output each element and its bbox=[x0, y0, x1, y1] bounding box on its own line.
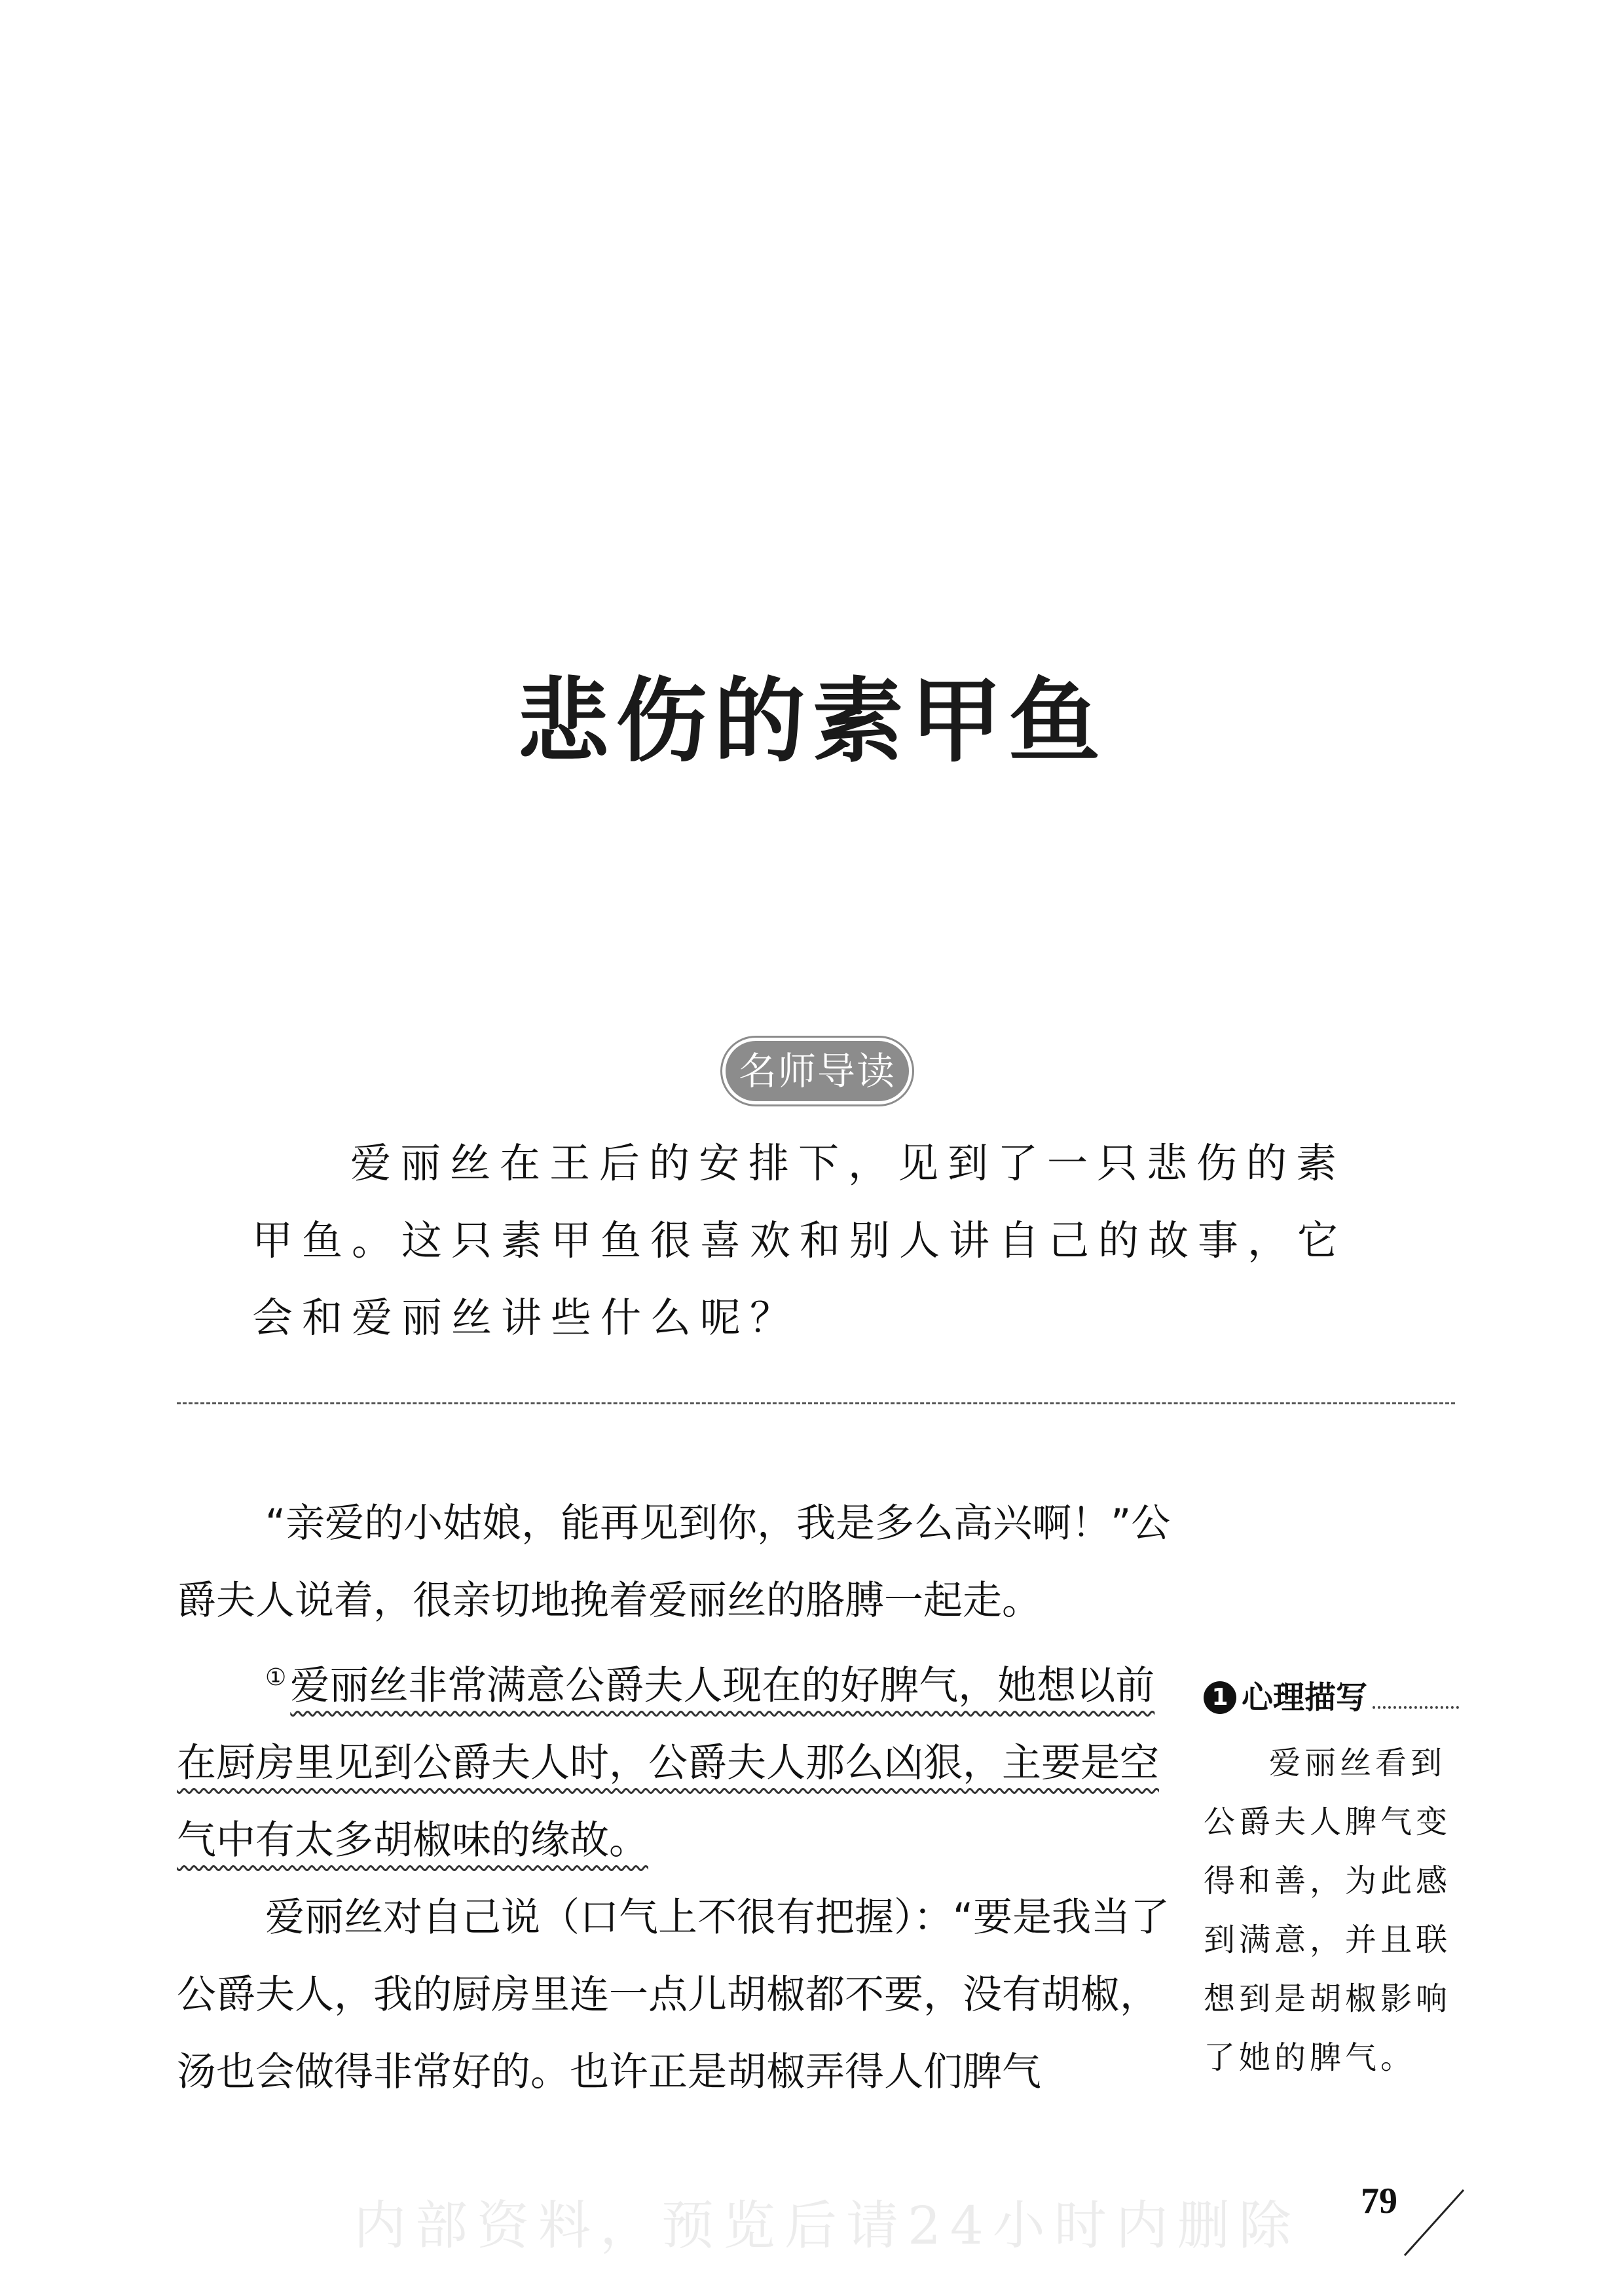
paragraph-2 bbox=[177, 1639, 1179, 1879]
annotated-text: 爱丽丝非常满意公爵夫人现在的好脾气，她想以前在厨房里见到公爵夫人时，公爵夫人那么凶狠，主要是空气中有太多胡椒味的缘故。 bbox=[177, 1663, 1159, 1863]
paragraph-1: “亲爱的小姑娘，能再见到你，我是多么高兴啊！”公爵夫人说着，很亲切地挽着爱丽丝的胳膊一起走。 bbox=[177, 1501, 1171, 1624]
side-note bbox=[1204, 1675, 1459, 2087]
body-text bbox=[177, 1485, 1179, 2111]
guide-text: 爱丽丝在王后的安排下，见到了一只悲伤的素甲鱼。这只素甲鱼很喜欢和别人讲自己的故事，它会和爱丽丝讲些什么呢？ bbox=[252, 1139, 1348, 1341]
watermark: 内部资料，预览后请24小时内删除 bbox=[354, 2195, 1301, 2256]
guide-badge: 名师导读 bbox=[726, 1041, 909, 1101]
note-text: 爱丽丝看到公爵夫人脾气变得和善，为此感到满意，并且联想到是胡椒影响了她的脾气。 bbox=[1204, 1745, 1452, 2076]
paragraph-3: 爱丽丝对自己说（口气上不很有把握）：“要是我当了公爵夫人，我的厨房里连一点儿胡椒都不要，没有胡椒，汤也会做得非常好的。也许正是胡椒弄得人们脾气 bbox=[177, 1895, 1170, 2095]
page-number: 79 bbox=[1361, 2181, 1397, 2221]
note-leader-dots bbox=[1373, 1686, 1459, 1709]
side-note-header bbox=[1204, 1675, 1459, 1721]
annotation-marker: ① bbox=[265, 1664, 287, 1691]
section-divider bbox=[177, 1402, 1455, 1404]
page-corner-slash bbox=[1401, 2187, 1467, 2259]
page-title: 悲伤的素甲鱼 bbox=[517, 668, 1107, 775]
note-number-badge: 1 bbox=[1204, 1681, 1236, 1714]
note-title: 心理描写 bbox=[1242, 1679, 1368, 1716]
